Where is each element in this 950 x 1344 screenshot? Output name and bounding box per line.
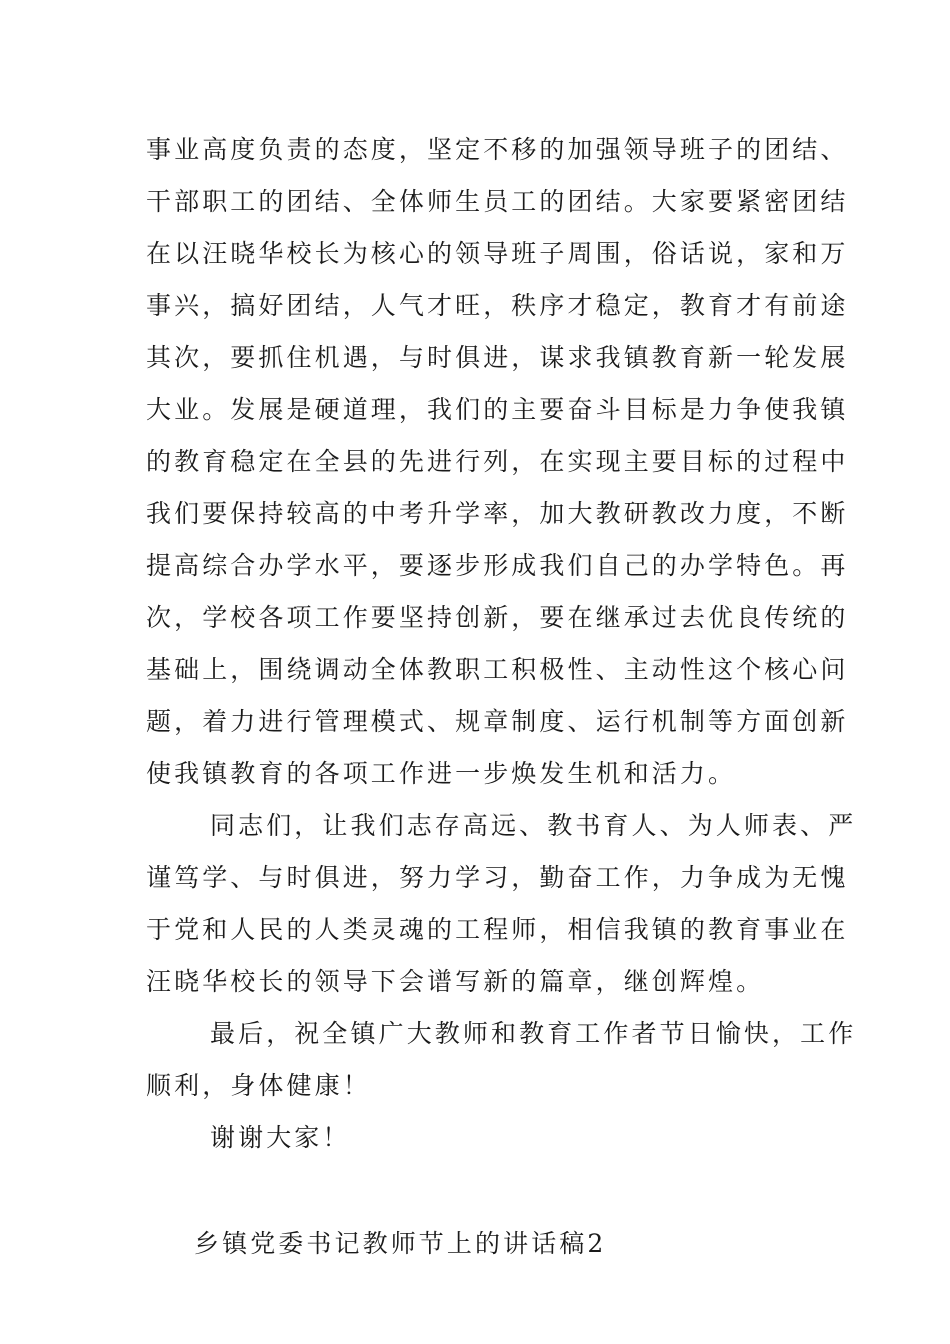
text-line: 的教育稳定在全县的先进行列，在实现主要目标的过程中 — [146, 447, 849, 476]
text-line: 事兴，搞好团结，人气才旺，秩序才稳定，教育才有前途 — [146, 291, 849, 320]
text-line: 干部职工的团结、全体师生员工的团结。大家要紧密团结 — [146, 187, 849, 216]
text-line: 事业高度负责的态度，坚定不移的加强领导班子的团结、 — [146, 135, 849, 164]
text-line: 基础上，围绕调动全体教职工积极性、主动性这个核心问 — [146, 655, 849, 684]
speech-text — [146, 124, 857, 1270]
text-line: 在以汪晓华校长为核心的领导班子周围，俗话说，家和万 — [146, 239, 849, 268]
paragraph-start-line: 同志们，让我们志存高远、教书育人、为人师表、严 — [210, 811, 857, 840]
text-line: 题，着力进行管理模式、规章制度、运行机制等方面创新 — [146, 707, 849, 736]
text-line: 汪晓华校长的领导下会谱写新的篇章，继创辉煌。 — [146, 967, 765, 996]
text-line: 大业。发展是硬道理，我们的主要奋斗目标是力争使我镇 — [146, 395, 849, 424]
next-section-title: 乡镇党委书记教师节上的讲话稿2 — [194, 1229, 607, 1258]
text-line: 其次，要抓住机遇，与时俱进，谋求我镇教育新一轮发展 — [146, 343, 849, 372]
closing-line: 谢谢大家！ — [210, 1123, 351, 1152]
paragraph-start-line: 最后，祝全镇广大教师和教育工作者节日愉快，工作 — [210, 1019, 857, 1048]
text-line: 谨笃学、与时俱进，努力学习，勤奋工作，力争成为无愧 — [146, 863, 849, 892]
section-gap — [146, 1164, 808, 1218]
text-line: 使我镇教育的各项工作进一步焕发生机和活力。 — [146, 759, 737, 788]
text-line: 顺利，身体健康！ — [146, 1071, 371, 1100]
text-line: 我们要保持较高的中考升学率，加大教研教改力度，不断 — [146, 499, 849, 528]
text-line: 提高综合办学水平，要逐步形成我们自己的办学特色。再 — [146, 551, 849, 580]
text-line: 次，学校各项工作要坚持创新，要在继承过去优良传统的 — [146, 603, 849, 632]
text-line: 于党和人民的人类灵魂的工程师，相信我镇的教育事业在 — [146, 915, 849, 944]
